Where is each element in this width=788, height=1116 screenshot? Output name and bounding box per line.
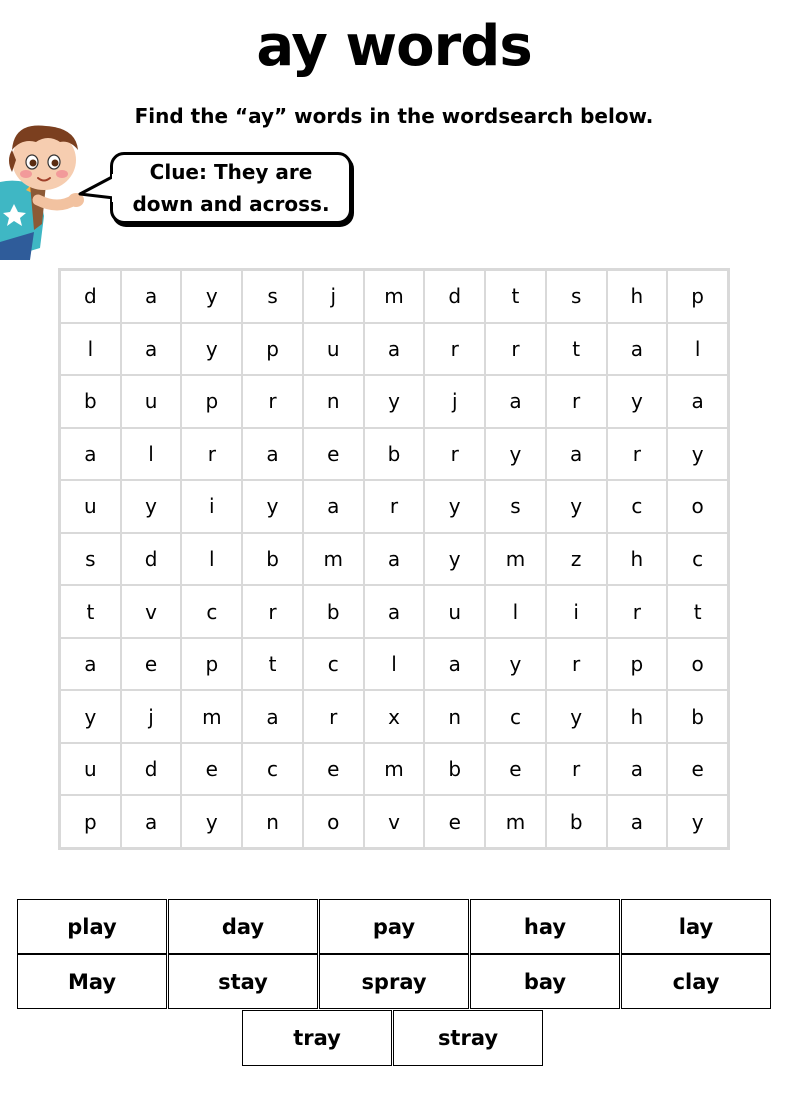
- grid-letter-cell[interactable]: i: [546, 585, 607, 638]
- grid-letter-cell[interactable]: d: [424, 270, 485, 323]
- grid-letter-cell[interactable]: m: [485, 795, 546, 848]
- clue-line-1: Clue: They are: [149, 160, 313, 184]
- grid-letter-cell[interactable]: r: [242, 375, 303, 428]
- grid-letter-cell[interactable]: j: [121, 690, 182, 743]
- grid-letter-cell[interactable]: e: [303, 743, 364, 796]
- grid-letter-cell[interactable]: y: [181, 270, 242, 323]
- grid-letter-cell[interactable]: r: [242, 585, 303, 638]
- grid-letter-cell[interactable]: b: [424, 743, 485, 796]
- grid-letter-cell[interactable]: h: [607, 690, 668, 743]
- grid-letter-cell[interactable]: l: [667, 323, 728, 376]
- grid-letter-cell[interactable]: a: [607, 795, 668, 848]
- grid-letter-cell[interactable]: r: [181, 428, 242, 481]
- grid-letter-cell[interactable]: v: [364, 795, 425, 848]
- grid-letter-cell[interactable]: y: [121, 480, 182, 533]
- grid-letter-cell[interactable]: c: [242, 743, 303, 796]
- grid-letter-cell[interactable]: t: [242, 638, 303, 691]
- grid-letter-cell[interactable]: a: [364, 585, 425, 638]
- grid-letter-cell[interactable]: h: [607, 533, 668, 586]
- grid-letter-cell[interactable]: s: [60, 533, 121, 586]
- grid-letter-cell[interactable]: c: [607, 480, 668, 533]
- grid-letter-cell[interactable]: l: [121, 428, 182, 481]
- word-bank-item: May: [17, 954, 167, 1009]
- grid-letter-cell[interactable]: a: [607, 743, 668, 796]
- grid-letter-cell[interactable]: u: [424, 585, 485, 638]
- grid-letter-cell[interactable]: p: [607, 638, 668, 691]
- grid-letter-cell[interactable]: h: [607, 270, 668, 323]
- grid-letter-cell[interactable]: b: [60, 375, 121, 428]
- grid-letter-cell[interactable]: a: [485, 375, 546, 428]
- grid-letter-cell[interactable]: l: [181, 533, 242, 586]
- grid-letter-cell[interactable]: y: [424, 480, 485, 533]
- grid-letter-cell[interactable]: v: [121, 585, 182, 638]
- wordsearch-grid: [58, 268, 730, 850]
- word-bank-item: hay: [470, 899, 620, 954]
- grid-letter-cell[interactable]: r: [607, 585, 668, 638]
- grid-letter-cell[interactable]: r: [303, 690, 364, 743]
- grid-letter-cell[interactable]: d: [121, 743, 182, 796]
- grid-letter-cell[interactable]: y: [242, 480, 303, 533]
- word-bank-item: stay: [168, 954, 318, 1009]
- grid-letter-cell[interactable]: d: [60, 270, 121, 323]
- word-bank-item: bay: [470, 954, 620, 1009]
- grid-letter-cell[interactable]: d: [121, 533, 182, 586]
- grid-letter-cell[interactable]: y: [364, 375, 425, 428]
- grid-letter-cell[interactable]: m: [303, 533, 364, 586]
- grid-letter-cell[interactable]: y: [485, 428, 546, 481]
- grid-letter-cell[interactable]: s: [242, 270, 303, 323]
- grid-letter-cell[interactable]: a: [60, 638, 121, 691]
- grid-letter-cell[interactable]: c: [303, 638, 364, 691]
- grid-letter-cell[interactable]: l: [60, 323, 121, 376]
- grid-letter-cell[interactable]: o: [303, 795, 364, 848]
- grid-letter-cell[interactable]: r: [546, 638, 607, 691]
- grid-letter-cell[interactable]: b: [364, 428, 425, 481]
- grid-letter-cell[interactable]: l: [364, 638, 425, 691]
- grid-letter-cell[interactable]: p: [667, 270, 728, 323]
- grid-letter-cell[interactable]: p: [181, 638, 242, 691]
- grid-letter-cell[interactable]: m: [485, 533, 546, 586]
- grid-letter-cell[interactable]: y: [546, 690, 607, 743]
- grid-letter-cell[interactable]: a: [364, 533, 425, 586]
- grid-letter-cell[interactable]: n: [303, 375, 364, 428]
- grid-letter-cell[interactable]: n: [424, 690, 485, 743]
- grid-letter-cell[interactable]: x: [364, 690, 425, 743]
- grid-letter-cell[interactable]: u: [121, 375, 182, 428]
- grid-letter-cell[interactable]: y: [667, 428, 728, 481]
- grid-letter-cell[interactable]: y: [546, 480, 607, 533]
- grid-letter-cell[interactable]: y: [667, 795, 728, 848]
- grid-letter-cell[interactable]: b: [242, 533, 303, 586]
- grid-letter-cell[interactable]: e: [303, 428, 364, 481]
- grid-letter-cell[interactable]: y: [181, 323, 242, 376]
- grid-letter-cell[interactable]: c: [181, 585, 242, 638]
- word-bank-extra: [242, 1010, 544, 1066]
- grid-letter-cell[interactable]: r: [607, 428, 668, 481]
- grid-letter-cell[interactable]: u: [60, 743, 121, 796]
- grid-letter-cell[interactable]: u: [303, 323, 364, 376]
- grid-letter-cell[interactable]: p: [181, 375, 242, 428]
- grid-letter-cell[interactable]: p: [60, 795, 121, 848]
- grid-letter-cell[interactable]: a: [424, 638, 485, 691]
- grid-letter-cell[interactable]: r: [546, 375, 607, 428]
- grid-letter-cell[interactable]: b: [667, 690, 728, 743]
- grid-letter-cell[interactable]: n: [242, 795, 303, 848]
- grid-letter-cell[interactable]: o: [667, 638, 728, 691]
- grid-letter-cell[interactable]: e: [121, 638, 182, 691]
- grid-letter-cell[interactable]: r: [424, 428, 485, 481]
- grid-letter-cell[interactable]: a: [60, 428, 121, 481]
- grid-letter-cell[interactable]: a: [607, 323, 668, 376]
- grid-letter-cell[interactable]: y: [607, 375, 668, 428]
- word-bank-item: clay: [621, 954, 771, 1009]
- grid-letter-cell[interactable]: y: [485, 638, 546, 691]
- grid-letter-cell[interactable]: l: [485, 585, 546, 638]
- grid-letter-cell[interactable]: r: [424, 323, 485, 376]
- grid-letter-cell[interactable]: i: [181, 480, 242, 533]
- word-bank-item: spray: [319, 954, 469, 1009]
- grid-letter-cell[interactable]: r: [485, 323, 546, 376]
- grid-letter-cell[interactable]: e: [485, 743, 546, 796]
- grid-letter-cell[interactable]: e: [667, 743, 728, 796]
- grid-letter-cell[interactable]: m: [364, 743, 425, 796]
- clue-text: [110, 156, 352, 220]
- grid-letter-cell[interactable]: c: [667, 533, 728, 586]
- grid-letter-cell[interactable]: a: [546, 428, 607, 481]
- grid-letter-cell[interactable]: j: [303, 270, 364, 323]
- grid-letter-cell[interactable]: r: [364, 480, 425, 533]
- grid-letter-cell[interactable]: a: [121, 795, 182, 848]
- grid-letter-cell[interactable]: m: [364, 270, 425, 323]
- grid-letter-cell[interactable]: e: [424, 795, 485, 848]
- grid-letter-cell[interactable]: a: [364, 323, 425, 376]
- grid-letter-cell[interactable]: y: [424, 533, 485, 586]
- word-bank: [17, 899, 774, 1009]
- grid-letter-cell[interactable]: a: [121, 270, 182, 323]
- word-bank-item: tray: [242, 1010, 392, 1066]
- word-bank-item: play: [17, 899, 167, 954]
- page-title: ay words: [256, 14, 532, 79]
- grid-letter-cell[interactable]: t: [60, 585, 121, 638]
- clue-line-2: down and across.: [132, 192, 330, 216]
- word-bank-item: day: [168, 899, 318, 954]
- grid-letter-cell[interactable]: y: [60, 690, 121, 743]
- word-bank-item: stray: [393, 1010, 543, 1066]
- grid-letter-cell[interactable]: e: [181, 743, 242, 796]
- grid-letter-cell[interactable]: z: [546, 533, 607, 586]
- grid-letter-cell[interactable]: o: [667, 480, 728, 533]
- grid-letter-cell[interactable]: b: [303, 585, 364, 638]
- word-bank-item: lay: [621, 899, 771, 954]
- grid-letter-cell[interactable]: c: [485, 690, 546, 743]
- grid-letter-cell[interactable]: a: [121, 323, 182, 376]
- grid-letter-cell[interactable]: s: [485, 480, 546, 533]
- grid-letter-cell[interactable]: s: [546, 270, 607, 323]
- grid-letter-cell[interactable]: a: [242, 690, 303, 743]
- grid-letter-cell[interactable]: u: [60, 480, 121, 533]
- grid-letter-cell[interactable]: y: [181, 795, 242, 848]
- grid-letter-cell[interactable]: j: [424, 375, 485, 428]
- grid-letter-cell[interactable]: a: [667, 375, 728, 428]
- grid-letter-cell[interactable]: a: [303, 480, 364, 533]
- word-bank-item: pay: [319, 899, 469, 954]
- grid-letter-cell[interactable]: p: [242, 323, 303, 376]
- grid-letter-cell[interactable]: t: [667, 585, 728, 638]
- instruction-text: Find the “ay” words in the wordsearch below.: [134, 104, 654, 128]
- grid-letter-cell[interactable]: b: [546, 795, 607, 848]
- grid-letter-cell[interactable]: t: [546, 323, 607, 376]
- grid-letter-cell[interactable]: t: [485, 270, 546, 323]
- grid-letter-cell[interactable]: a: [242, 428, 303, 481]
- grid-letter-cell[interactable]: r: [546, 743, 607, 796]
- grid-letter-cell[interactable]: m: [181, 690, 242, 743]
